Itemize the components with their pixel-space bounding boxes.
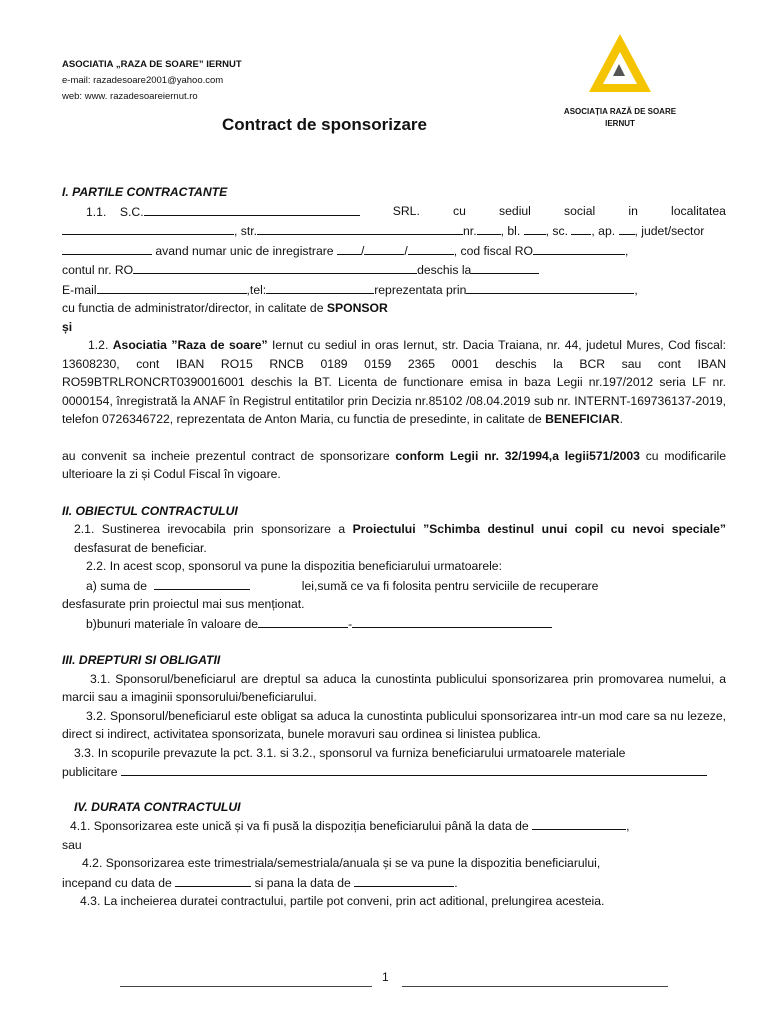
agreement-text-end: cu modificarile ulterioare la zi și Codul Fiscal în vigoare. [62,448,726,481]
county-blank[interactable] [62,241,152,255]
document-title: Contract de sponsorizare [222,115,427,134]
reg-blank-3[interactable] [408,241,454,255]
publicity-blank[interactable] [121,762,707,776]
end-date-blank[interactable] [354,873,454,887]
clause-3-3-cont [62,762,726,782]
clause-number: 1.1. [86,204,107,219]
clause-3-3: 3.3. In scopurile prevazute la pct. 3.1. si 3.2., sponsorul va furniza beneficiarului urmatoarele materiale [74,745,626,760]
law-reference: conform Legii nr. 32/1994,a legii571/2003 [395,448,640,463]
clause-4-2: 4.2. Sponsorizarea este trimestriala/semestriala/anuala și se va pune la dispozitia beneficiarului, [82,856,601,870]
clause-2-1 [62,520,726,557]
str-label: , str. [234,224,258,238]
cf-label: , cod fiscal RO [453,243,533,258]
ap-blank[interactable] [619,221,635,235]
rep-blank[interactable] [466,280,634,294]
bank-blank[interactable] [471,260,539,274]
section-heading: II. OBIECTUL CONTRACTULUI [62,503,238,518]
cf-blank[interactable] [533,241,625,255]
clause-text-end: desfasurat de beneficiar. [74,540,207,555]
or-word: sau [62,837,82,852]
start-date-blank[interactable] [175,873,251,887]
period: . [454,875,458,890]
clause-2-2-b [62,614,726,634]
word: in [628,203,638,218]
start-label: incepand cu data de [62,875,172,890]
email-label: E-mail [62,282,97,297]
clause-number: 1.2. [88,338,113,352]
clause-4-3: 4.3. La incheierea duratei contractului, partile pot conveni, prin act aditional, prelungirea acesteia. [80,894,605,908]
org-web: web: www. razadesoareiernut.ro [62,91,198,102]
ap-label: , ap. [591,224,616,238]
org-email: e-mail: razadesoare2001@yahoo.com [62,75,224,86]
comma: , [626,819,630,833]
clause-1-1-line2 [62,221,726,241]
clause-4-2-cont [62,873,726,893]
bank-label: deschis la [417,263,472,277]
reg-blank-2[interactable] [364,241,404,255]
account-blank[interactable] [133,260,417,274]
clause-1-2 [62,336,726,429]
sponsor-label: SPONSOR [326,301,388,315]
account-label: contul nr. RO [62,263,134,277]
word: cu [453,203,466,218]
period: . [619,412,623,426]
clause-1-1-line6 [62,299,726,318]
logo-city: IERNUT [605,119,635,128]
sc-label: S.C. [119,204,144,219]
goods-desc-blank[interactable] [352,614,552,628]
tel-label: ,tel: [246,282,267,297]
association-details: Iernut cu sediul in oras Iernut, str. Dacia Traiana, nr. 44, judetul Mures, Cod fiscal: 13608230, cont IBAN RO15 RNCB 0189 0159 2365 0001 deschis la BCR sau cont IBAN RO59BTRLRONCRT0390016001 deschis la BT. Licenta de functionare emisa in baza Legii nr.197/2012 seria LF nr. 0000154, înregistrată la ANAF în Registrul entitatilor prin Decizia nr.85102 /08.04.2019 sub nr. INTERNT-169736137-2019, telefon 0726346722, reprezentata de Anton Maria, cu functia de presedinte, in calitate de [62,338,726,426]
slash: / [404,243,408,258]
logo [560,30,680,130]
word: localitatea [671,203,726,218]
tel-blank[interactable] [266,280,374,294]
and-word: și [62,319,73,334]
comma: , [624,243,629,258]
dash: - [348,616,353,631]
comma: , [634,282,638,297]
goods-label: b)bunuri materiale în valoare de [86,616,259,631]
clause-4-1 [62,816,726,836]
end-label: si pana la data de [254,875,351,890]
contract-body [62,183,726,911]
word: sediul [499,203,531,218]
association-name: Asociatia ”Raza de soare” [112,338,268,352]
project-name: Proiectului ”Schimba destinul unui copil cu nevoi speciale” [352,522,726,536]
email-blank[interactable] [97,280,247,294]
org-name: ASOCIATIA „RAZA DE SOARE” IERNUT [62,59,242,70]
function-text: cu functia de administrator/director, in calitate de [62,301,327,315]
bl-label: , bl. [500,224,521,238]
logo-name: ASOCIAȚIA RAZĂ DE SOARE [563,107,677,116]
signature-line-left [120,986,372,987]
sun-triangle-icon [585,30,655,100]
clause-2-2-a [62,576,726,596]
srl-label: SRL. [392,203,420,218]
word: social [564,203,596,218]
reg-label: avand numar unic de inregistrare [155,243,334,258]
section-heading: III. DREPTURI SI OBLIGATII [62,653,221,667]
clause-1-1-line3 [62,241,726,261]
amount-text: lei,sumă ce va fi folosita pentru serviciile de recuperare [301,578,599,593]
nr-label: nr. [463,224,477,238]
clause-1-1-line1 [62,202,726,222]
clause-3-2: 3.2. Sponsorul/beneficiarul este obligat sa aduca la cunostinta publicului sponsorizarea intr-un mod care sa nu lezeze, direct si indirect, activitatea sponsorizata, bunele moravuri sau ordinea si linistea publica. [62,708,726,741]
amount-blank[interactable] [154,576,250,590]
section-heading: I. PARTILE CONTRACTANTE [62,185,228,199]
amount-label: a) suma de [86,578,147,593]
clause-text: 4.1. Sponsorizarea este unică și va fi pusă la dispoziția beneficiarului până la data de [70,819,529,833]
clause-2-2-a-cont: desfasurate prin proiectul mai sus menționat. [62,597,305,611]
signature-line-right [402,986,668,987]
nr-blank[interactable] [477,221,501,235]
publicity-label: publicitare [62,765,118,779]
section-heading: IV. DURATA CONTRACTULUI [74,799,241,814]
street-blank[interactable] [257,221,463,235]
rep-label: reprezentata prin [374,282,467,297]
agreement-text: au convenit sa incheie prezentul contract de sponsorizare [62,448,396,463]
clause-text: 2.1. Sustinerea irevocabila prin sponsorizare a [74,522,353,536]
reg-blank-1[interactable] [337,241,361,255]
beneficiary-label: BENEFICIAR [545,412,620,426]
goods-value-blank[interactable] [258,614,348,628]
county-label: , judet/sector [634,224,705,238]
footer [120,970,668,990]
sc-blank[interactable] [571,221,591,235]
slash: / [360,243,365,258]
clause-1-1-line4 [62,260,726,280]
page-number: 1 [382,970,389,984]
clause-3-1: 3.1. Sponsorul/beneficiarul are dreptul sa aduca la cunostinta publicului sponsorizarea prin promovarea numelui, a marcii sau a imaginii sponsorului/beneficiarului. [62,671,726,704]
locality-blank[interactable] [62,221,234,235]
bl-blank[interactable] [524,221,546,235]
clause-1-1-line5 [62,280,726,300]
agreement-paragraph [62,447,726,484]
header-block [62,57,242,105]
sc-label: , sc. [545,224,568,238]
date-blank[interactable] [532,816,626,830]
clause-2-2: 2.2. In acest scop, sponsorul va pune la dispozitia beneficiarului urmatoarele: [86,559,502,573]
company-name-blank[interactable] [144,202,360,216]
